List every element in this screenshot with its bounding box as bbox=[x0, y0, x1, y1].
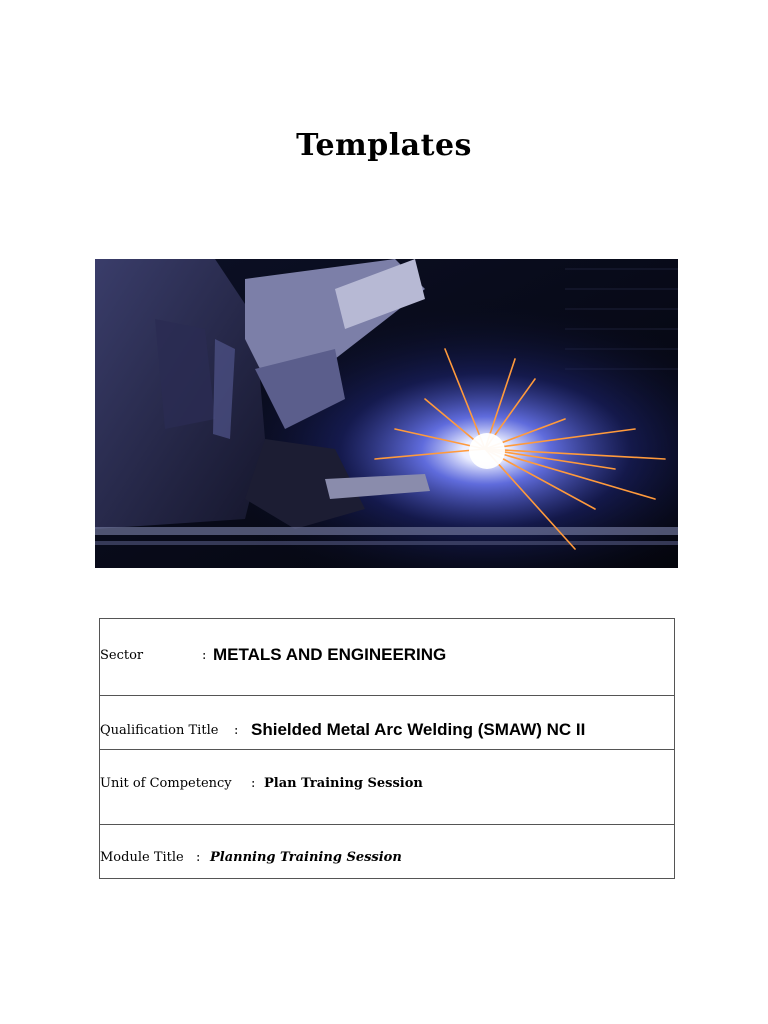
qualification-separator: : bbox=[234, 723, 239, 738]
sector-value: METALS AND ENGINEERING bbox=[213, 645, 447, 664]
page-title: Templates bbox=[296, 128, 472, 163]
qualification-label: Qualification Title bbox=[100, 723, 219, 738]
module-row bbox=[100, 825, 674, 878]
sector-separator: : bbox=[202, 648, 207, 663]
sector-label: Sector bbox=[100, 648, 144, 663]
qualification-value: Shielded Metal Arc Welding (SMAW) NC II bbox=[251, 720, 586, 739]
unit-row bbox=[100, 750, 674, 825]
sector-row bbox=[100, 619, 674, 696]
module-value: Planning Training Session bbox=[210, 850, 402, 865]
module-label: Module Title bbox=[100, 850, 184, 865]
module-separator: : bbox=[196, 850, 201, 865]
unit-label: Unit of Competency bbox=[100, 776, 232, 791]
unit-value: Plan Training Session bbox=[264, 776, 423, 791]
info-table bbox=[99, 618, 675, 879]
unit-separator: : bbox=[251, 776, 256, 791]
welding-photo bbox=[95, 259, 678, 568]
qualification-row bbox=[100, 696, 674, 750]
